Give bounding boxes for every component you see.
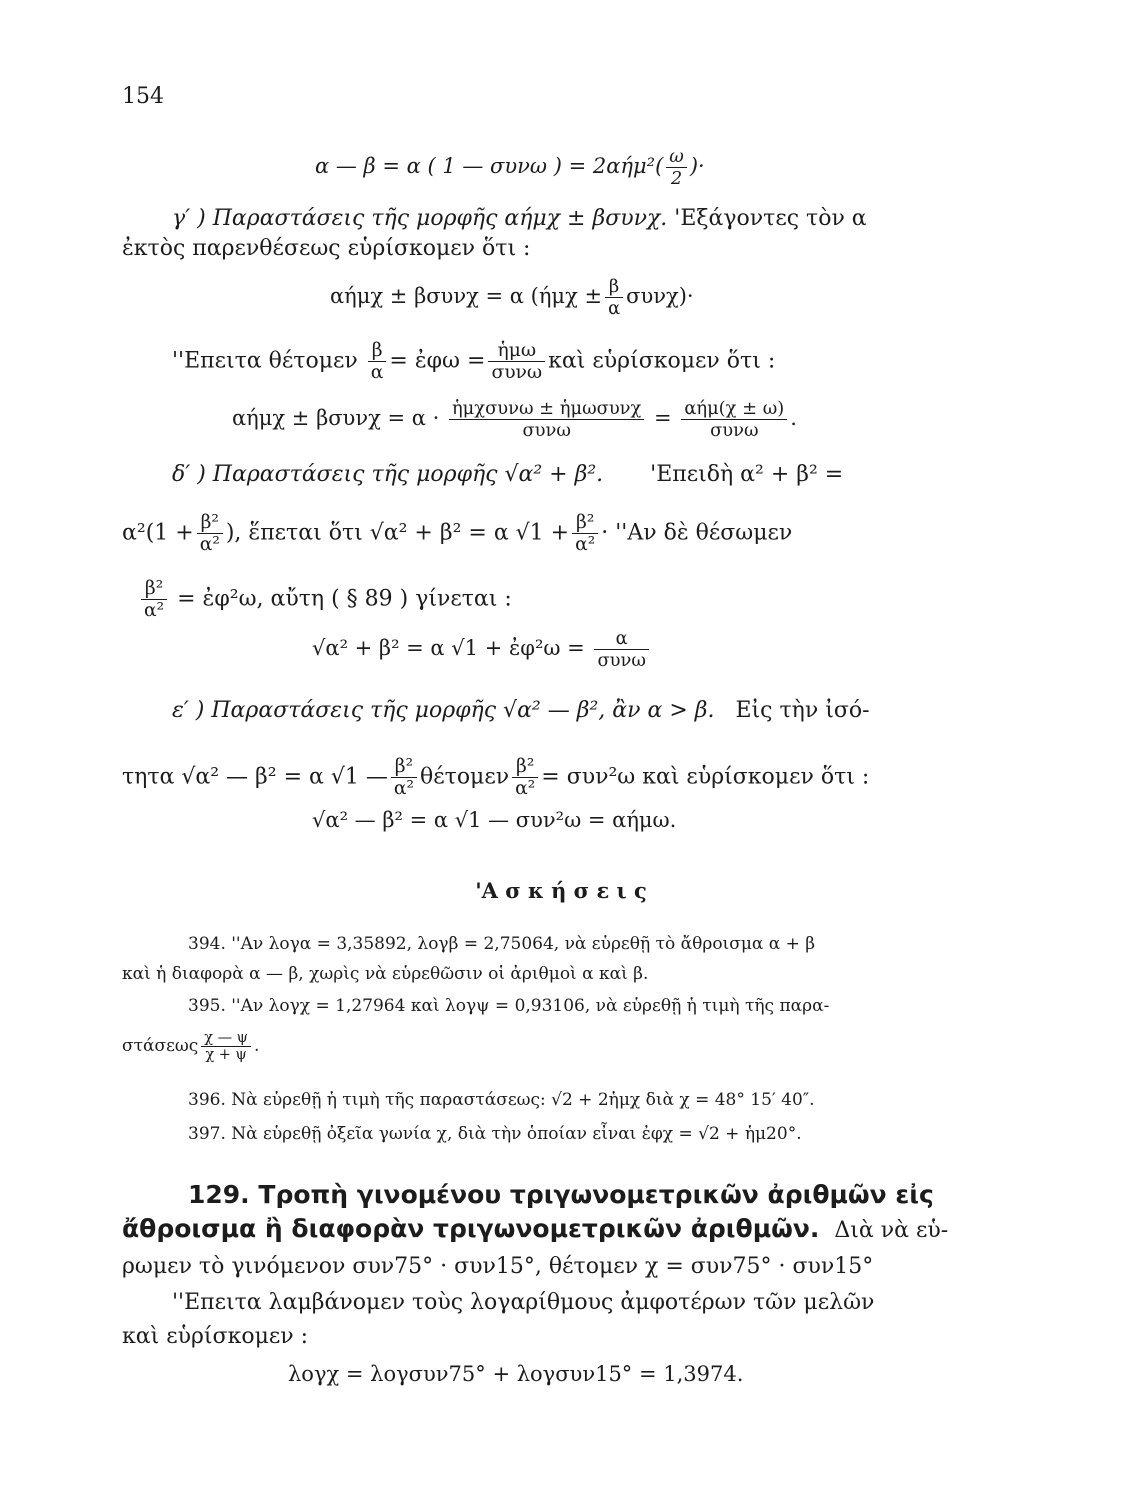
exercise-394-line1: 394. ''Αν λογα = 3,35892, λογβ = 2,75064, νὰ εὑρεθῇ τὸ ἄθροισμα α + β [188, 934, 816, 954]
equation-gamma-2: αήμχ ± βσυνχ = α · $\frac{\text{ἡμχσυνω ± ἡμωσυνχ}}{\text{συνω}}$ = $\frac{\text{αήμ(χ ± ω)}}{\text{συνω}}$ . [232, 398, 797, 441]
equation-delta: √α² + β² = α √1 + ἐφ²ω = $\frac{\alpha}{\text{συνω}}$ [312, 628, 652, 671]
section-129-line3: ''Επειτα λαμβάνομεν τοὺς λογαρίθμους ἀμφοτέρων τῶν μελῶν [172, 1290, 875, 1315]
equation-129: λογχ = λογσυν75° + λογσυν15° = 1,3974. [288, 1362, 744, 1386]
section-129-line4: καὶ εὑρίσκομεν : [122, 1324, 309, 1349]
section-gamma-text: ἐκτὸς παρενθέσεως εὑρίσκομεν ὅτι : [122, 236, 531, 261]
section-gamma-line3: ''Επειτα θέτομεν $\frac{\beta}{\alpha}$ = ἐφω = $\frac{\text{ἡμω}}{\text{συνω}}$ καὶ εὑρίσκομεν ὅτι : [172, 340, 776, 383]
section-delta-heading: δ′ ) Παραστάσεις τῆς μορφῆς √α² + β². 'Επειδὴ α² + β² = [172, 462, 844, 487]
equation-gamma-1: αήμχ ± βσυνχ = α (ήμχ ± $\frac{\beta}{\alpha}$ συνχ)· [330, 276, 694, 319]
section-delta-line2: α²(1 + $\frac{\text{β²}}{\text{α²}}$ ), ἕπεται ὅτι √α² + β² = α √1 + $\frac{\text{β²}}{\text{α²}}$ · ''Αν δὲ θέσωμεν [122, 512, 793, 555]
equation-epsilon: √α² — β² = α √1 — συν²ω = αήμω. [312, 808, 677, 832]
exercise-396: 396. Νὰ εὑρεθῇ ἡ τιμὴ τῆς παραστάσεως: √2 + 2ἡμχ διὰ χ = 48° 15′ 40″. [188, 1090, 815, 1110]
page-number: 154 [122, 84, 164, 109]
exercise-394-line2: καὶ ἡ διαφορὰ α — β, χωρὶς νὰ εὑρεθῶσιν οἱ ἀριθμοὶ α καὶ β. [122, 964, 649, 984]
section-delta-line3: $\frac{\text{β²}}{\text{α²}}$ = ἐφ²ω, αὔτη ( § 89 ) γίνεται : [138, 578, 512, 621]
equation-alpha-minus-beta: α — β = α ( 1 — συνω ) = 2αήμ²( $\frac{\omega}{2}$ )· [315, 146, 705, 189]
section-129-heading-line1: 129. Τροπὴ γινομένου τριγωνομετρικῶν ἀριθμῶν εἰς [188, 1180, 934, 1209]
section-129-heading-line2: ἄθροισμα ἢ διαφορὰν τριγωνομετρικῶν ἀριθμῶν. Διὰ νὰ εὑ- [122, 1214, 949, 1243]
exercises-title: 'Α σ κ ή σ ε ι ς [475, 878, 647, 903]
exercise-395-line2: στάσεως $\frac{\chi — \psi}{\chi + \psi}$ . [122, 1030, 260, 1063]
section-epsilon-line2: τητα √α² — β² = α √1 — $\frac{\text{β²}}{\text{α²}}$ θέτομεν $\frac{\text{β²}}{\text{α²}}$ = συν²ω καὶ εὑρίσκομεν ὅτι : [122, 756, 870, 799]
section-epsilon-heading: ε′ ) Παραστάσεις τῆς μορφῆς √α² — β², ἂν α > β. Εἰς τὴν ἰσό- [172, 698, 870, 723]
section-129-line2: ρωμεν τὸ γινόμενον συν75° · συν15°, θέτομεν χ = συν75° · συν15° [122, 1254, 874, 1279]
section-gamma-heading: γ′ ) Παραστάσεις τῆς μορφῆς αήμχ ± βσυνχ. 'Εξάγοντες τὸν α [172, 206, 867, 231]
exercise-397: 397. Νὰ εὑρεθῇ ὀξεῖα γωνία χ, διὰ τὴν ὁποίαν εἶναι ἐφχ = √2 + ἡμ20°. [188, 1124, 802, 1144]
exercise-395-line1: 395. ''Αν λογχ = 1,27964 καὶ λογψ = 0,93106, νὰ εὑρεθῇ ἡ τιμὴ τῆς παρα- [188, 996, 830, 1016]
